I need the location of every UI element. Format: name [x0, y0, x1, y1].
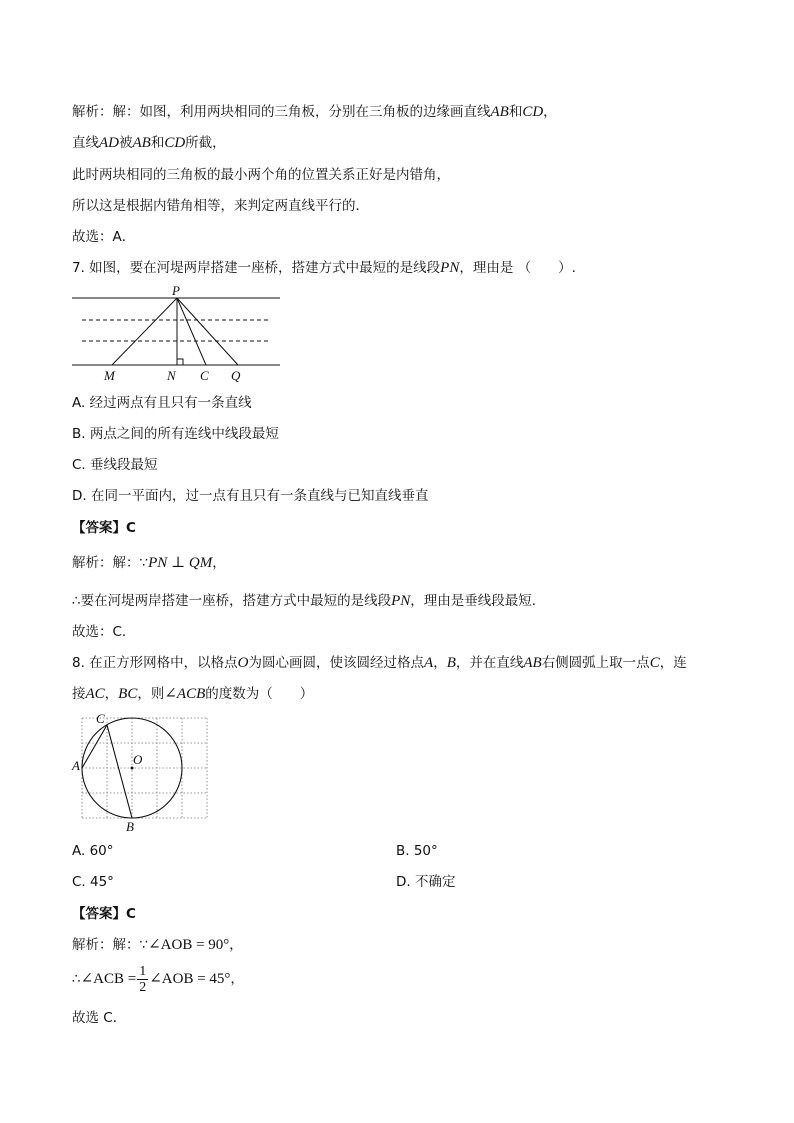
text: ，理由是垂线段最短． [410, 593, 546, 609]
q8-option-c: C. 45° [72, 874, 114, 890]
q6-solution-line3: 此时两块相同的三角板的最小两个角的位置关系正好是内错角， [72, 167, 450, 183]
text: ，连 [659, 655, 687, 671]
label-c: C [200, 368, 209, 383]
q8-solution [72, 936, 243, 954]
text: ， [543, 104, 557, 120]
math-angle-acb: ∠ACB [164, 686, 206, 702]
math-rhs: ∠AOB = 45° [149, 971, 231, 987]
math-pn: PN [391, 593, 411, 609]
text: 7. 如图，要在河堤两岸搭建一座桥，搭建方式中最短的是线段 [72, 260, 441, 276]
label-p: P [172, 284, 180, 298]
text: 右侧圆弧上取一点 [541, 655, 650, 671]
text: 解析：解：∵ [72, 937, 149, 953]
text: ， [212, 555, 226, 571]
math-a: A [424, 655, 434, 671]
q6-solution-line4: 所以这是根据内错角相等，来判定两直线平行的． [72, 198, 369, 214]
q6-solution-line2 [72, 134, 226, 152]
segment-pq [177, 298, 238, 365]
math-b: B [446, 655, 456, 671]
text: 8. 在正方形网格中，以格点 [72, 655, 238, 671]
math-pn-perp-qm: PN ⊥ QM [148, 555, 213, 571]
math-o: O [237, 655, 249, 671]
math-lhs: ∠ACB = [80, 971, 137, 987]
q8-choice: 故选 C． [72, 1010, 127, 1026]
math-ab: AB [490, 104, 509, 120]
q8-answer: 【答案】C [72, 906, 136, 922]
fraction-one-half [137, 964, 148, 995]
text: 和 [150, 135, 165, 151]
math-pn: PN [440, 260, 460, 276]
q7-option-c: C. 垂线段最短 [72, 457, 158, 473]
text: 解析：解：如图，利用两块相同的三角板，分别在三角板的边缘画直线 [72, 104, 491, 120]
math-angle-aob-90: ∠AOB = 90° [148, 937, 230, 953]
q7-river-bridge-figure [70, 284, 284, 386]
segment-ac [82, 725, 107, 768]
q7-solution [72, 554, 226, 572]
label-o: O [133, 752, 143, 767]
q8-stem-line2 [72, 685, 313, 703]
text: ， [104, 686, 119, 702]
q7-stem [72, 259, 576, 277]
text: 被 [119, 135, 133, 151]
q8-option-d: D. 不确定 [396, 874, 456, 890]
math-ab: AB [132, 135, 151, 151]
math-ad: AD [99, 135, 119, 151]
q6-choice: 故选：A． [72, 229, 136, 245]
segment-pc [177, 298, 206, 365]
math-c: C [649, 655, 660, 671]
text: ， [230, 971, 244, 987]
fraction-denominator: 2 [139, 979, 147, 995]
text: 为圆心画圆，使该圆经过格点 [248, 655, 425, 671]
q7-choice: 故选：C． [72, 624, 136, 640]
dotted-grid [82, 718, 207, 818]
label-m: M [104, 368, 115, 383]
q7-option-a: A. 经过两点有且只有一条直线 [72, 395, 252, 411]
q8-therefore [72, 963, 244, 995]
q7-option-d: D. 在同一平面内，过一点有且只有一条直线与已知直线垂直 [72, 488, 429, 504]
math-bc: BC [118, 686, 138, 702]
math-cd: CD [522, 104, 544, 120]
text: ， [229, 937, 243, 953]
text: 解析：解：∵ [72, 555, 149, 571]
text: ∴要在河堤两岸搭建一座桥，搭建方式中最短的是线段 [72, 593, 392, 609]
q7-answer: 【答案】C [72, 520, 136, 536]
label-b: B [126, 819, 134, 834]
q8-option-a: A. 60° [72, 843, 114, 859]
text: ， [433, 655, 447, 671]
text: 所截， [185, 135, 226, 151]
q7-therefore [72, 592, 545, 610]
label-q: Q [231, 368, 241, 383]
label-c: C [96, 711, 105, 726]
math-ac: AC [85, 686, 105, 702]
math-cd: CD [164, 135, 186, 151]
q8-option-b: B. 50° [396, 843, 438, 859]
text: ，并在直线 [455, 655, 524, 671]
right-angle-mark [177, 359, 183, 365]
text: ∴ [72, 971, 81, 987]
text: 的度数为（ ） [205, 686, 314, 702]
math-ab: AB [523, 655, 542, 671]
text: 和 [508, 104, 523, 120]
q8-grid-circle-figure [70, 711, 216, 835]
segment-pm [112, 298, 177, 365]
text: ，理由是 （ ）. [459, 260, 576, 276]
label-n: N [167, 368, 176, 383]
text: 接 [72, 686, 86, 702]
q6-solution-line1 [72, 103, 557, 121]
q8-stem-line1 [72, 654, 687, 672]
fraction-numerator: 1 [139, 963, 147, 979]
segment-bc [107, 725, 132, 818]
q7-option-b: B. 两点之间的所有连线中线段最短 [72, 426, 279, 442]
text: ，则 [137, 686, 165, 702]
text: 直线 [72, 135, 99, 151]
label-a: A [72, 758, 80, 773]
